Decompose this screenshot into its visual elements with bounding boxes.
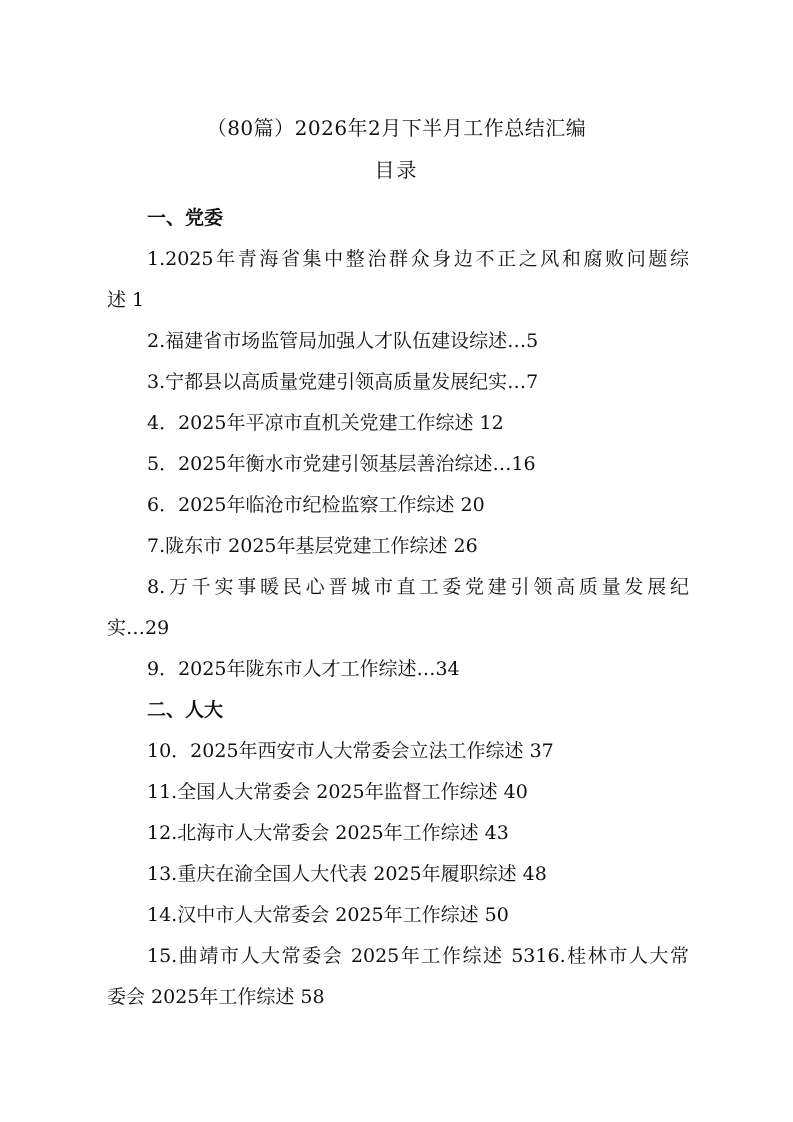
toc-entry[interactable]: 7.陇东市 2025年基层党建工作综述 26: [147, 535, 478, 557]
toc-entry-continuation[interactable]: 实…29: [107, 617, 170, 639]
toc-entry[interactable]: 1.2025年青海省集中整治群众身边不正之风和腐败问题综: [147, 248, 689, 270]
toc-entry[interactable]: 9．2025年陇东市人才工作综述…34: [147, 658, 460, 680]
toc-entry[interactable]: 2.福建省市场监管局加强人才队伍建设综述…5: [147, 330, 539, 352]
toc-entry[interactable]: 5．2025年衡水市党建引领基层善治综述…16: [147, 453, 536, 475]
toc-heading: 目录: [374, 158, 419, 182]
toc-entry[interactable]: 8.万千实事暖民心晋城市直工委党建引领高质量发展纪: [147, 576, 689, 598]
toc-entry[interactable]: 15.曲靖市人大常委会 2025年工作综述 5316.桂林市人大常: [147, 945, 689, 967]
toc-entry[interactable]: 14.汉中市人大常委会 2025年工作综述 50: [147, 904, 509, 926]
toc-entry[interactable]: 10．2025年西安市人大常委会立法工作综述 37: [147, 740, 554, 762]
toc-entry[interactable]: 6．2025年临沧市纪检监察工作综述 20: [147, 494, 485, 516]
toc-section-heading: 一、党委: [147, 207, 224, 229]
toc-section-heading: 二、人大: [147, 699, 224, 721]
toc-entry[interactable]: 11.全国人大常委会 2025年监督工作综述 40: [147, 781, 528, 803]
toc-entry-continuation[interactable]: 委会 2025年工作综述 58: [107, 986, 325, 1008]
toc-entry[interactable]: 3.宁都县以高质量党建引领高质量发展纪实…7: [147, 371, 539, 393]
toc-entry-continuation[interactable]: 述 1: [107, 289, 145, 311]
document-title: （80篇）2026年2月下半月工作总结汇编: [206, 116, 587, 140]
toc-entry[interactable]: 12.北海市人大常委会 2025年工作综述 43: [147, 822, 509, 844]
table-of-contents: [107, 198, 689, 1018]
toc-entry[interactable]: 4．2025年平凉市直机关党建工作综述 12: [147, 412, 504, 434]
toc-entry[interactable]: 13.重庆在渝全国人大代表 2025年履职综述 48: [147, 863, 547, 885]
